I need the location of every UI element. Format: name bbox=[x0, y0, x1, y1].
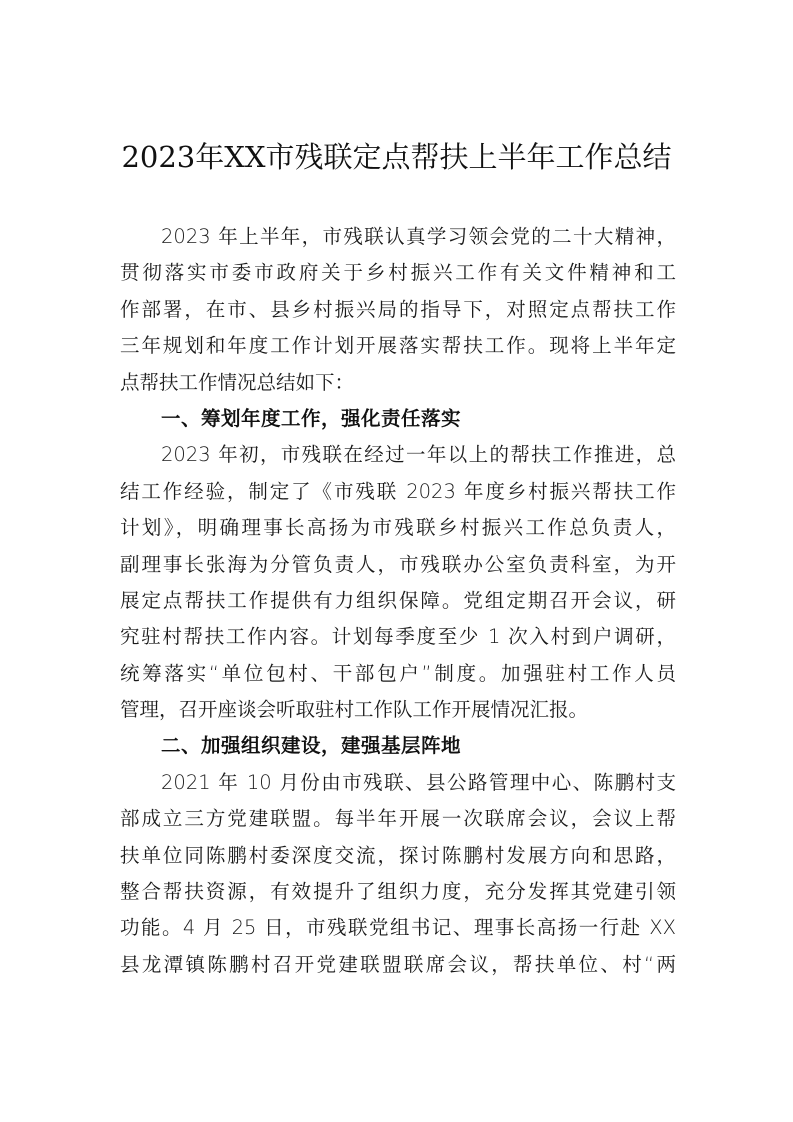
section-heading-1: 一、筹划年度工作，强化责任落实 bbox=[161, 406, 462, 430]
text-line: 展定点帮扶工作提供有力组织保障。党组定期召开会议，研 bbox=[120, 588, 676, 612]
text-line: 功能。4 月 25 日，市残联党组书记、理事长高扬一行赴 XX bbox=[120, 916, 676, 940]
text-line: 整合帮扶资源，有效提升了组织力度，充分发挥其党建引领 bbox=[120, 880, 676, 904]
text-line: 扶单位同陈鹏村委深度交流，探讨陈鹏村发展方向和思路， bbox=[120, 843, 676, 867]
text-line: 2023 年上半年，市残联认真学习领会党的二十大精神， bbox=[161, 225, 676, 248]
text-line: 作部署，在市、县乡村振兴局的指导下，对照定点帮扶工作 bbox=[120, 297, 676, 321]
text-line: 2023 年初，市残联在经过一年以上的帮扶工作推进，总 bbox=[161, 443, 676, 467]
text-line: 结工作经验，制定了《市残联 2023 年度乡村振兴帮扶工作 bbox=[120, 479, 676, 503]
text-line: 计划》，明确理事长高扬为市残联乡村振兴工作总负责人， bbox=[120, 516, 676, 540]
paragraph-intro bbox=[120, 219, 676, 401]
text-line: 三年规划和年度工作计划开展落实帮扶工作。现将上半年定 bbox=[120, 334, 676, 358]
text-line: 贯彻落实市委市政府关于乡村振兴工作有关文件精神和工 bbox=[120, 261, 676, 285]
section-heading-2: 二、加强组织建设，建强基层阵地 bbox=[161, 734, 462, 758]
text-line: 点帮扶工作情况总结如下： bbox=[120, 370, 355, 394]
paragraph-section-2 bbox=[120, 765, 676, 983]
paragraph-section-1 bbox=[120, 437, 676, 728]
text-line: 副理事长张海为分管负责人，市残联办公室负责科室，为开 bbox=[120, 552, 676, 576]
text-line: 2021 年 10 月份由市残联、县公路管理中心、陈鹏村支 bbox=[161, 770, 676, 794]
text-line: 部成立三方党建联盟。每半年开展一次联席会议，会议上帮 bbox=[120, 807, 676, 831]
text-line: 县龙潭镇陈鹏村召开党建联盟联席会议，帮扶单位、村“两 bbox=[120, 952, 676, 976]
text-line: 统筹落实“单位包村、干部包户”制度。加强驻村工作人员 bbox=[120, 661, 676, 685]
document-title: 2023年XX市残联定点帮扶上半年工作总结 bbox=[121, 140, 672, 174]
text-line: 管理，召开座谈会听取驻村工作队工作开展情况汇报。 bbox=[120, 698, 589, 722]
document-body bbox=[120, 219, 676, 983]
text-line: 究驻村帮扶工作内容。计划每季度至少 1 次入村到户调研， bbox=[120, 625, 676, 649]
